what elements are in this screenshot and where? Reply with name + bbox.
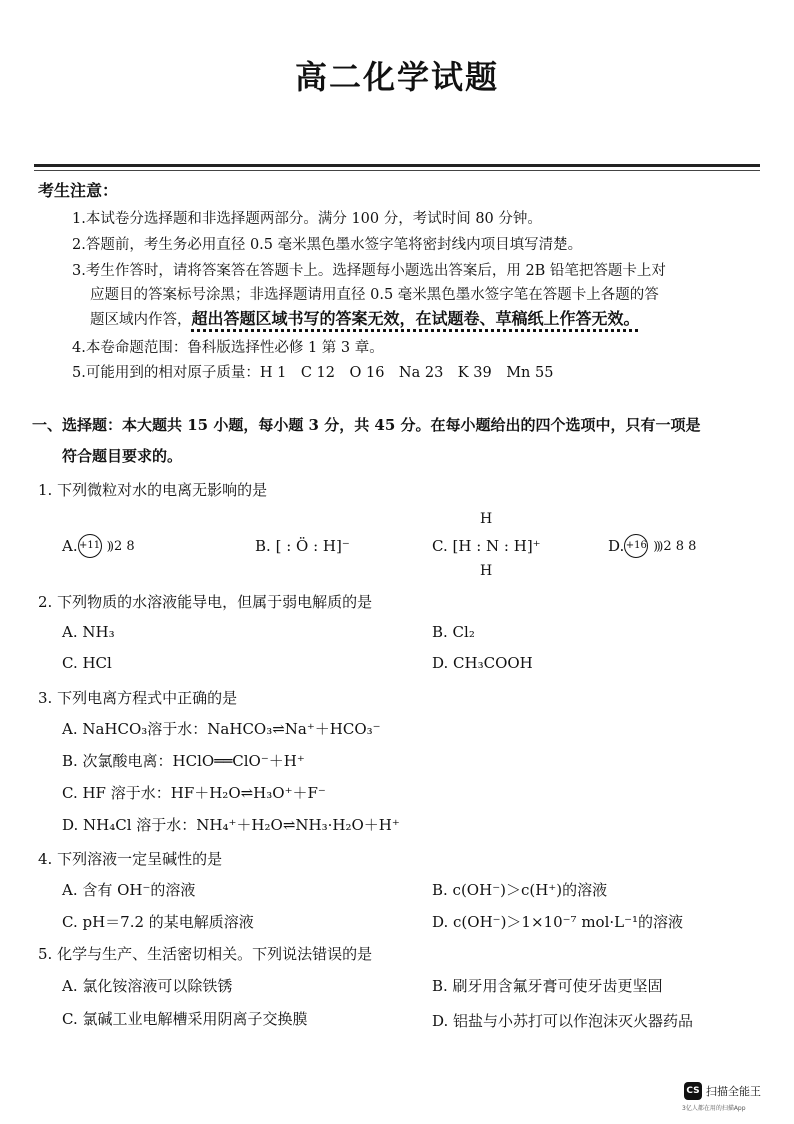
question-4-option-d: D. c(OH⁻)＞1×10⁻⁷ mol·L⁻¹的溶液 bbox=[432, 913, 684, 931]
option-d-label: D. bbox=[608, 537, 625, 555]
question-4-option-b: B. c(OH⁻)＞c(H⁺)的溶液 bbox=[432, 881, 608, 899]
option-a-label: A. bbox=[62, 537, 78, 555]
option-c-label: C. bbox=[432, 537, 448, 555]
notice-item-3-tail: 题区域内作答， bbox=[90, 312, 192, 328]
shell-arcs: )) bbox=[106, 539, 112, 553]
notice-heading: 考生注意： bbox=[38, 181, 119, 200]
question-2-option-c: C. HCl bbox=[62, 654, 112, 672]
shell-arcs: ))) bbox=[653, 539, 662, 553]
electron-shells: 2 8 bbox=[113, 538, 135, 554]
option-b-label: B. bbox=[255, 537, 271, 555]
question-1-option-c-top: H bbox=[480, 511, 493, 527]
hydroxide-lewis: [ : Ö : H]⁻ bbox=[275, 537, 350, 555]
question-3-option-a: A. NaHCO₃溶于水：NaHCO₃⇌Na⁺＋HCO₃⁻ bbox=[62, 720, 381, 738]
ammonium-lewis: [H : N : H]⁺ bbox=[452, 537, 541, 555]
question-5-option-c: C. 氯碱工业电解槽采用阴离子交换膜 bbox=[62, 1010, 308, 1028]
notice-emphasis: 超出答题区域书写的答案无效，在试题卷、草稿纸上作答无效。 bbox=[191, 309, 640, 328]
question-5-option-d: D. 铝盐与小苏打可以作泡沫灭火器药品 bbox=[432, 1012, 694, 1030]
question-5-option-a: A. 氯化铵溶液可以除铁锈 bbox=[62, 977, 233, 995]
notice-item-1: 1.本试卷分选择题和非选择题两部分。满分 100 分，考试时间 80 分钟。 bbox=[72, 211, 542, 227]
question-3-option-c: C. HF 溶于水：HF＋H₂O⇌H₃O⁺＋F⁻ bbox=[62, 784, 326, 802]
notice-item-2: 2.答题前，考生务必用直径 0.5 毫米黑色墨水签字笔将密封线内项目填写清楚。 bbox=[72, 237, 583, 253]
question-1-option-d bbox=[608, 534, 698, 558]
page-title: 高二化学试题 bbox=[294, 58, 499, 96]
question-4-option-a: A. 含有 OH⁻的溶液 bbox=[62, 881, 196, 899]
scanner-logo-icon: CS bbox=[684, 1082, 702, 1100]
sodium-ion-structure bbox=[62, 534, 137, 558]
question-4-stem: 4. 下列溶液一定呈碱性的是 bbox=[38, 850, 223, 868]
question-2-stem: 2. 下列物质的水溶液能导电，但属于弱电解质的是 bbox=[38, 593, 373, 611]
question-2-option-b: B. Cl₂ bbox=[432, 623, 475, 641]
question-4-option-c: C. pH＝7.2 的某电解质溶液 bbox=[62, 913, 254, 931]
notice-item-3-cont: 应题目的答案标号涂黑；非选择题请用直径 0.5 毫米黑色墨水签字笔在答题卡上各题的答 bbox=[90, 287, 659, 303]
question-1-stem: 1. 下列微粒对水的电离无影响的是 bbox=[38, 481, 268, 499]
section-1-header-cont: 符合题目要求的。 bbox=[62, 447, 183, 465]
question-2-option-a: A. NH₃ bbox=[62, 623, 115, 641]
question-5-option-b: B. 刷牙用含氟牙膏可使牙齿更坚固 bbox=[432, 977, 663, 995]
question-5-stem: 5. 化学与生产、生活密切相关。下列说法错误的是 bbox=[38, 945, 373, 963]
question-1-option-c-bottom: H bbox=[480, 563, 493, 579]
scanner-watermark bbox=[684, 1082, 761, 1100]
question-1-option-a bbox=[62, 534, 137, 558]
nucleus-circle: +16 bbox=[624, 534, 648, 558]
section-1-header: 一、选择题：本大题共 15 小题，每小题 3 分，共 45 分。在每小题给出的四个选项中，只有一项是 bbox=[32, 416, 701, 434]
electron-shells: 2 8 8 bbox=[663, 538, 697, 554]
question-3-stem: 3. 下列电离方程式中正确的是 bbox=[38, 689, 238, 707]
header-rule-thick bbox=[34, 164, 760, 167]
scanner-name: 扫描全能王 bbox=[706, 1085, 761, 1098]
scanner-tagline: 3亿人都在用的扫描App bbox=[682, 1105, 746, 1112]
nucleus-circle: +11 bbox=[78, 534, 102, 558]
header-rule-thin bbox=[34, 170, 760, 171]
notice-item-3: 3.考生作答时，请将答案答在答题卡上。选择题每小题选出答案后，用 2B 铅笔把答题卡上对 bbox=[72, 263, 666, 279]
question-1-option-c bbox=[432, 537, 541, 555]
notice-item-3-cont2 bbox=[90, 306, 640, 329]
notice-item-4: 4.本卷命题范围：鲁科版选择性必修 1 第 3 章。 bbox=[72, 340, 384, 356]
question-3-option-d: D. NH₄Cl 溶于水：NH₄⁺＋H₂O⇌NH₃·H₂O＋H⁺ bbox=[62, 816, 400, 834]
question-1-option-b bbox=[255, 537, 350, 555]
question-2-option-d: D. CH₃COOH bbox=[432, 654, 533, 672]
sulfur-ion-structure bbox=[608, 534, 698, 558]
question-3-option-b: B. 次氯酸电离：HClO══ClO⁻＋H⁺ bbox=[62, 752, 305, 770]
notice-item-5: 5.可能用到的相对原子质量：H 1 C 12 O 16 Na 23 K 39 Mn 55 bbox=[72, 365, 554, 381]
